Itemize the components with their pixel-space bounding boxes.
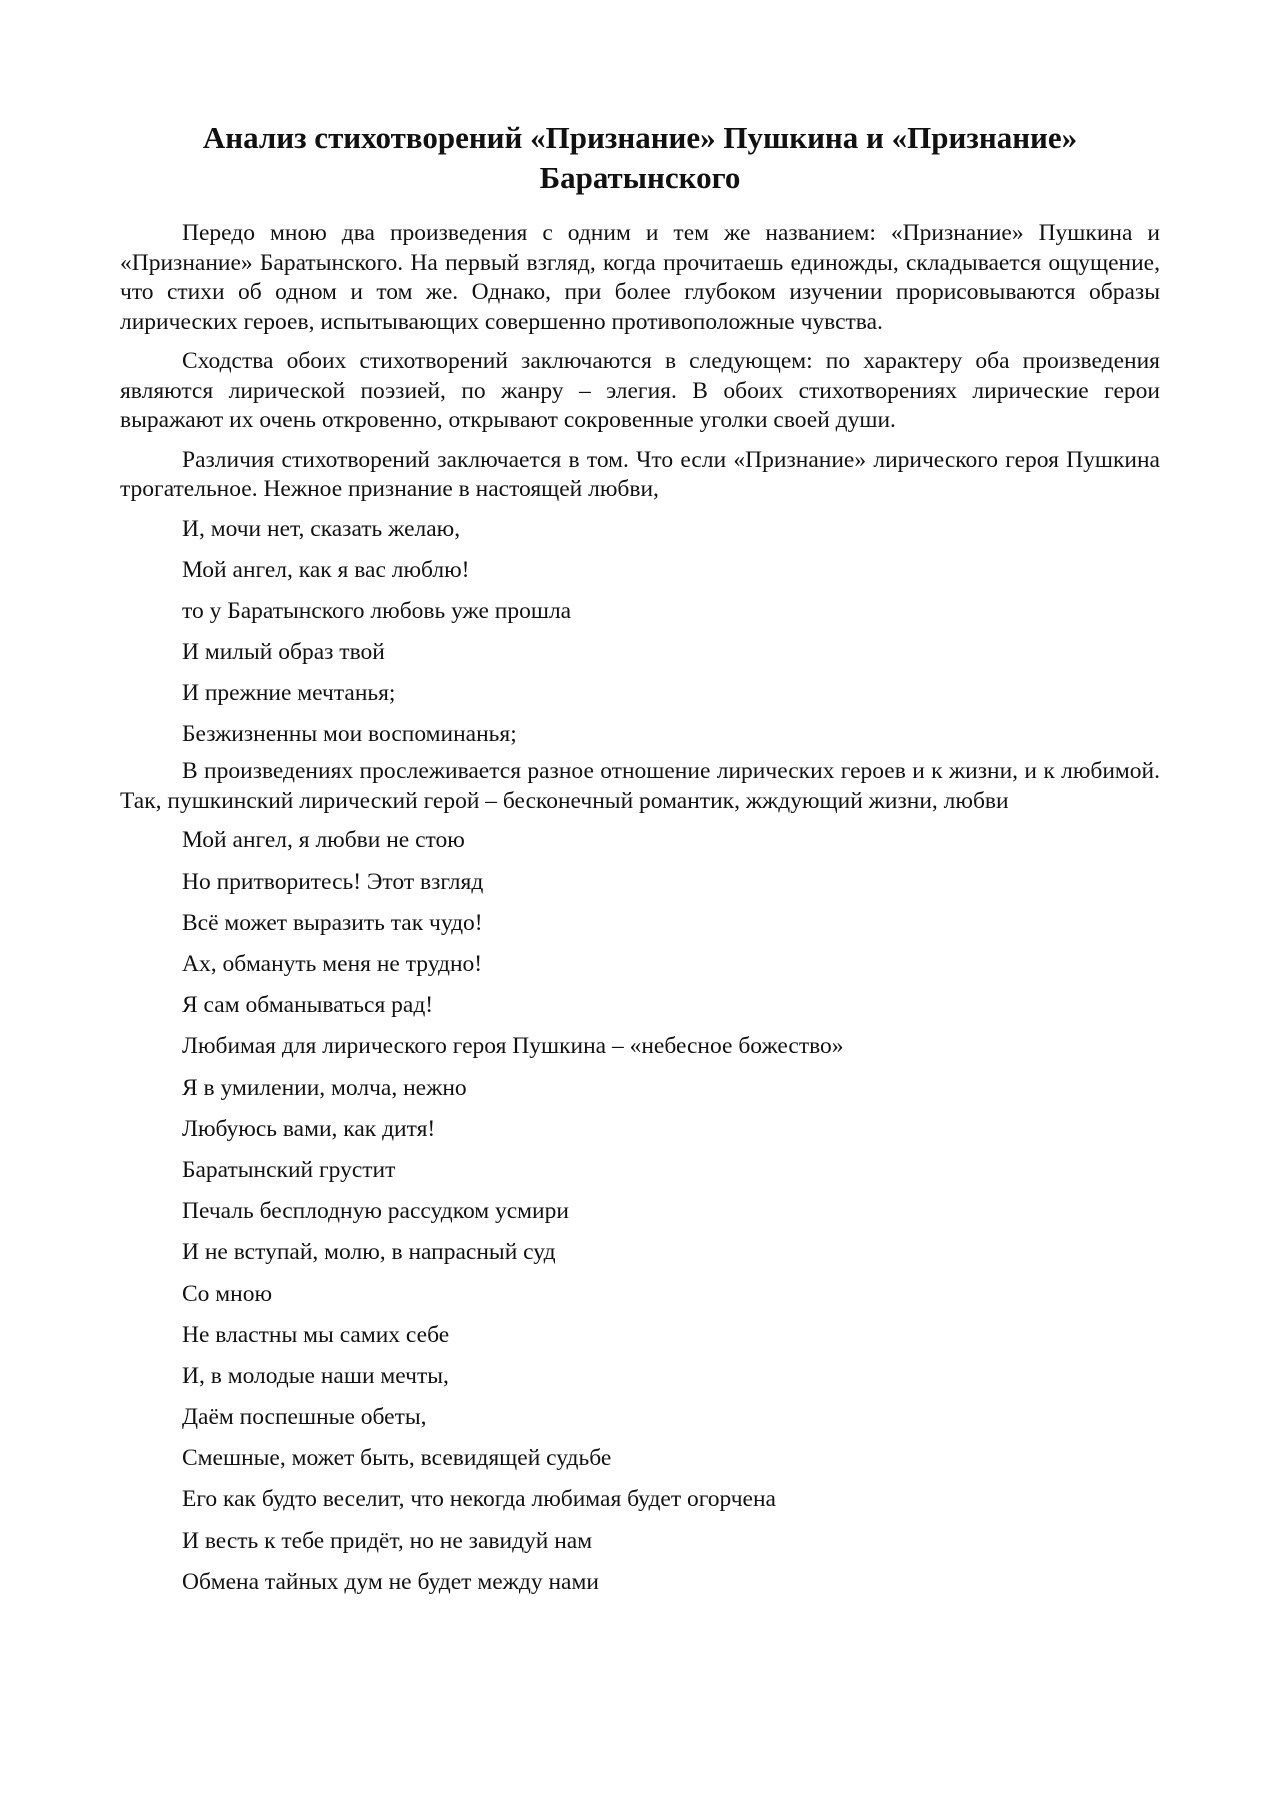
paragraph-attitudes: В произведениях прослеживается разное отношение лирических героев и к жизни, и к любимой. Так, пушкинский лирический герой – бесконечный романтик, жждующий жизни, любви [120, 758, 1160, 814]
verse-line: Его как будто веселит, что некогда любимая будет огорчена [182, 1486, 776, 1513]
verse-line: Со мною [182, 1280, 273, 1307]
verse-line: Не властны мы самих себе [182, 1321, 450, 1348]
verse-line: Смешные, может быть, всевидящей судьбе [182, 1445, 612, 1472]
verse-line: Но притворитесь! Этот взгляд [182, 868, 484, 895]
title-line-1: Анализ стихотворений «Признание» Пушкина и «Признание» [202, 120, 1078, 155]
paragraph-similarities: Сходства обоих стихотворений заключаются в следующем: по характеру оба произведения являются лирической поэзией, по жанру – элегия. В обоих стихотворениях лирические герои выражают их очень откровенно, открывают сокровенные уголки своей души. [120, 348, 1160, 433]
verse-line: Я сам обманываться рад! [182, 992, 434, 1019]
verse-block-2 [120, 826, 1160, 1609]
verse-line: Печаль бесплодную рассудком усмири [182, 1198, 569, 1225]
document-page [120, 118, 1160, 1609]
verse-line: Обмена тайных дум не будет между нами [182, 1568, 599, 1595]
verse-line: И, в молодые наши мечты, [182, 1362, 449, 1389]
paragraph-intro: Передо мною два произведения с одним и тем же названием: «Признание» Пушкина и «Признание» Баратынского. На первый взгляд, когда прочитаешь единожды, складывается ощущение, что стихи об одном и том же. Однако, при более глубоком изучении прорисовываются образы лирических героев, испытывающих совершенно противоположные чувства. [120, 220, 1160, 335]
verse-line: Любимая для лирического героя Пушкина – «небесное божество» [182, 1033, 844, 1060]
verse-line: И, мочи нет, сказать желаю, [182, 515, 461, 542]
verse-line: Мой ангел, я любви не стою [182, 827, 465, 854]
verse-line: Всё может выразить так чудо! [182, 909, 483, 936]
verse-line: Я в умилении, молча, нежно [182, 1074, 467, 1101]
paragraph-differences: Различия стихотворений заключается в том. Что если «Признание» лирического героя Пушкина трогательное. Нежное признание в настоящей любви, [120, 446, 1160, 502]
verse-line: И милый образ твой [182, 639, 385, 666]
verse-line: И прежние мечтанья; [182, 680, 396, 707]
verse-line: то у Баратынского любовь уже прошла [182, 597, 572, 624]
title-line-2: Баратынского [539, 160, 741, 195]
verse-line: Любуюсь вами, как дитя! [182, 1115, 436, 1142]
verse-block-1 [120, 515, 1160, 758]
verse-line: Ах, обмануть меня не трудно! [182, 951, 483, 977]
verse-line: Безжизненны мои воспоминанья; [182, 721, 517, 748]
verse-line: Даём поспешные обеты, [182, 1404, 427, 1431]
verse-line: Мой ангел, как я вас люблю! [182, 556, 470, 583]
verse-line: И весть к тебе придёт, но не завидуй нам [182, 1527, 593, 1554]
verse-line: И не вступай, молю, в напрасный суд [182, 1239, 556, 1266]
verse-line: Баратынский грустит [182, 1156, 396, 1183]
document-title [120, 118, 1160, 198]
